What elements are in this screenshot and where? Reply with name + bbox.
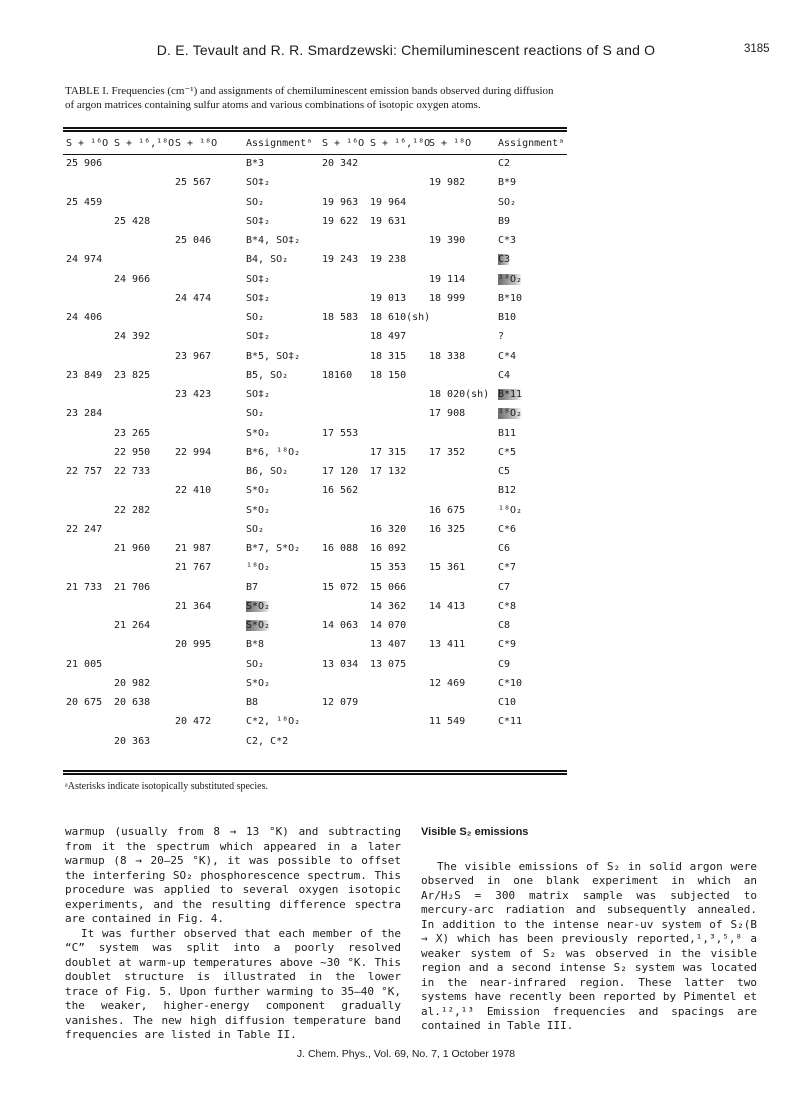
table-cell: 25 459 bbox=[66, 196, 103, 208]
table-cell: B7 bbox=[246, 581, 259, 593]
table-header-rule bbox=[63, 154, 567, 155]
table-cell: 20 472 bbox=[175, 716, 212, 728]
table-cell: C10 bbox=[498, 697, 517, 708]
table-cell: B*4, SO‡₂ bbox=[246, 235, 301, 246]
table-cell: B*8 bbox=[246, 639, 265, 651]
table-cell: SO₂ bbox=[246, 196, 265, 208]
table-cell: 22 994 bbox=[175, 446, 212, 458]
table-cell: SO‡₂ bbox=[246, 389, 271, 400]
table-cell: 22 410 bbox=[175, 485, 212, 497]
table-cell: 22 733 bbox=[114, 466, 151, 477]
table-cell: 14 070 bbox=[370, 620, 407, 631]
table-cell: ¹⁸O₂ bbox=[498, 408, 523, 420]
table-row bbox=[0, 428, 812, 447]
table-cell: B8 bbox=[246, 697, 259, 708]
table-row bbox=[0, 331, 812, 350]
table-cell: S*O₂ bbox=[246, 427, 271, 439]
table-cell: 20 982 bbox=[114, 677, 151, 689]
table-row bbox=[0, 485, 812, 504]
table-cell: 16 092 bbox=[370, 543, 407, 554]
table-cell: 19 243 bbox=[322, 254, 359, 266]
table-row bbox=[0, 697, 812, 716]
table-cell: B6, SO₂ bbox=[246, 466, 289, 477]
running-head bbox=[0, 42, 812, 62]
table-cell: 17 132 bbox=[370, 466, 407, 477]
body-paragraph: The visible emissions of S₂ in solid argon were observed in one blank experiment in which an Ar/H₂S = 300 matrix sample was subjected to mercury-arc radiation and subsequently annealed. In addition to the intense near-uv system of S₂(B → X) which has been previously reported,¹,³,⁵,⁸ a weaker system of S₂ was observed in the visible region and a second intense S₂ system was located in the near-infrared region. These latter two systems have recently been reported by Pimentel et al.¹²,¹³ Emission frequencies and spacings are contained in Table III. bbox=[421, 859, 757, 1032]
table-cell: C*2, ¹⁸O₂ bbox=[246, 716, 301, 728]
table-cell: B10 bbox=[498, 312, 517, 323]
table-cell: S*O₂ bbox=[246, 620, 271, 631]
table-cell: SO₂ bbox=[498, 196, 517, 208]
table-cell: C*5 bbox=[498, 446, 517, 458]
table-cell: 18 020(sh) bbox=[429, 389, 490, 400]
table-row bbox=[0, 659, 812, 678]
table-row bbox=[0, 389, 812, 408]
column-header: Assignmentᵃ bbox=[498, 138, 565, 149]
table-cell: 17 352 bbox=[429, 446, 466, 458]
table-cell: 14 362 bbox=[370, 600, 407, 612]
table-row bbox=[0, 197, 812, 216]
table-cell: 24 406 bbox=[66, 312, 103, 323]
table-cell: 18 999 bbox=[429, 292, 466, 304]
table-footnote: ᵃAsterisks indicate isotopically substituted species. bbox=[65, 781, 268, 792]
table-cell: C*6 bbox=[498, 523, 517, 535]
table-cell: B9 bbox=[498, 215, 511, 227]
table-top-rule bbox=[63, 127, 567, 129]
table-cell: B*10 bbox=[498, 292, 523, 304]
table-cell: SO₂ bbox=[246, 523, 265, 535]
table-bottom-rule-double bbox=[63, 773, 567, 775]
table-cell: SO‡₂ bbox=[246, 292, 271, 304]
table-cell: 14 063 bbox=[322, 620, 359, 631]
table-row bbox=[0, 716, 812, 735]
body-paragraph: It was further observed that each member of the “C” system was split into a poorly resolved doublet at warm-up temperatures above ~30 °K. This doublet structure is illustrated in the lower trace of Fig. 5. Upon further warming to 35–40 °K, the weaker, higher-energy component gradually vanishes. The new high diffusion temperature band frequencies are listed in Table II. bbox=[65, 926, 401, 1041]
table-cell: 16 562 bbox=[322, 485, 359, 497]
table-cell: 21 364 bbox=[175, 600, 212, 612]
table-cell: 22 282 bbox=[114, 504, 151, 516]
table-caption: TABLE I. Frequencies (cm⁻¹) and assignments of chemiluminescent emission bands observed during diffusion of argon matrices containing sulfur atoms and various combinations of isotopic oxygen atoms. bbox=[65, 85, 554, 111]
table-cell: ? bbox=[498, 331, 505, 343]
table-cell: 15 361 bbox=[429, 562, 466, 574]
table-row bbox=[0, 370, 812, 389]
table-cell: C*9 bbox=[498, 639, 517, 651]
table-cell: 23 423 bbox=[175, 389, 212, 400]
table-cell: 22 757 bbox=[66, 466, 103, 477]
table-cell: 23 265 bbox=[114, 427, 151, 439]
table-cell: C7 bbox=[498, 581, 511, 593]
table-cell: 16 088 bbox=[322, 543, 359, 554]
table-row bbox=[0, 158, 812, 177]
table-row bbox=[0, 254, 812, 273]
body-right-column bbox=[421, 825, 757, 1034]
table-cell: 21 987 bbox=[175, 543, 212, 554]
column-header: S + ¹⁸O bbox=[429, 138, 472, 149]
table-cell: 13 075 bbox=[370, 658, 407, 670]
table-row bbox=[0, 524, 812, 543]
table-row bbox=[0, 543, 812, 562]
table-cell: C*11 bbox=[498, 716, 523, 728]
table-cell: SO‡₂ bbox=[246, 177, 271, 189]
table-cell: 24 974 bbox=[66, 254, 103, 266]
table-cell: C6 bbox=[498, 543, 511, 554]
table-cell: 13 407 bbox=[370, 639, 407, 651]
table-cell: 18 583 bbox=[322, 312, 359, 323]
table-cell: 19 390 bbox=[429, 235, 466, 246]
table-cell: SO₂ bbox=[246, 408, 265, 420]
table-cell: B11 bbox=[498, 427, 517, 439]
column-header: S + ¹⁶O bbox=[66, 138, 109, 149]
table-row bbox=[0, 601, 812, 620]
table-row bbox=[0, 678, 812, 697]
table-cell: 15 353 bbox=[370, 562, 407, 574]
table-cell: C3 bbox=[498, 254, 511, 266]
table-cell: 19 622 bbox=[322, 215, 359, 227]
table-cell: B4, SO₂ bbox=[246, 254, 289, 266]
table-cell: B*5, SO‡₂ bbox=[246, 350, 301, 362]
table-cell: 19 238 bbox=[370, 254, 407, 266]
table-cell: 13 411 bbox=[429, 639, 466, 651]
table-cell: ¹⁸O₂ bbox=[498, 504, 523, 516]
table-cell: SO‡₂ bbox=[246, 215, 271, 227]
table-cell: 25 906 bbox=[66, 158, 103, 169]
table-row bbox=[0, 312, 812, 331]
table-cell: 16 320 bbox=[370, 523, 407, 535]
table-cell: 18160 bbox=[322, 369, 353, 381]
table-row bbox=[0, 466, 812, 485]
table-cell: 24 966 bbox=[114, 273, 151, 285]
table-cell: 21 733 bbox=[66, 581, 103, 593]
table-cell: 14 413 bbox=[429, 600, 466, 612]
table-cell: 19 982 bbox=[429, 177, 466, 189]
table-cell: 15 066 bbox=[370, 581, 407, 593]
table-cell: C*10 bbox=[498, 677, 523, 689]
table-row bbox=[0, 408, 812, 427]
table-cell: 17 908 bbox=[429, 408, 466, 420]
table-cell: 16 325 bbox=[429, 523, 466, 535]
table-cell: 19 013 bbox=[370, 292, 407, 304]
table-cell: 17 553 bbox=[322, 427, 359, 439]
table-cell: 11 549 bbox=[429, 716, 466, 728]
table-cell: C4 bbox=[498, 369, 511, 381]
table-cell: 18 610(sh) bbox=[370, 312, 431, 323]
table-cell: SO₂ bbox=[246, 658, 265, 670]
table-row bbox=[0, 351, 812, 370]
table-row bbox=[0, 505, 812, 524]
section-heading: Visible S₂ emissions bbox=[421, 826, 529, 838]
table-cell: 20 995 bbox=[175, 639, 212, 651]
table-cell: 25 567 bbox=[175, 177, 212, 189]
table-cell: 21 005 bbox=[66, 658, 103, 670]
table-row bbox=[0, 562, 812, 581]
table-cell: 12 469 bbox=[429, 677, 466, 689]
table-cell: 20 638 bbox=[114, 697, 151, 708]
table-cell: C*3 bbox=[498, 235, 517, 246]
column-header: S + ¹⁶O bbox=[322, 138, 365, 149]
table-cell: 23 284 bbox=[66, 408, 103, 420]
table-cell: S*O₂ bbox=[246, 504, 271, 516]
column-header: S + ¹⁸O bbox=[175, 138, 218, 149]
table-cell: C5 bbox=[498, 466, 511, 477]
table-cell: SO‡₂ bbox=[246, 331, 271, 343]
table-cell: 21 767 bbox=[175, 562, 212, 574]
column-header: S + ¹⁶,¹⁸O bbox=[114, 138, 175, 149]
running-title: D. E. Tevault and R. R. Smardzewski: Chemiluminescent reactions of S and O bbox=[156, 42, 656, 58]
table-row bbox=[0, 235, 812, 254]
table-cell: 17 120 bbox=[322, 466, 359, 477]
table-cell: 23 967 bbox=[175, 350, 212, 362]
table-cell: B12 bbox=[498, 485, 517, 497]
table-cell: 20 342 bbox=[322, 158, 359, 169]
journal-footer: J. Chem. Phys., Vol. 69, No. 7, 1 October 1978 bbox=[296, 1048, 516, 1060]
table-cell: S*O₂ bbox=[246, 677, 271, 689]
table-cell: B*9 bbox=[498, 177, 517, 189]
table-row bbox=[0, 639, 812, 658]
table-cell: 24 474 bbox=[175, 292, 212, 304]
table-cell: 23 825 bbox=[114, 369, 151, 381]
table-cell: 19 631 bbox=[370, 215, 407, 227]
table-top-rule-double bbox=[63, 130, 567, 132]
table-row bbox=[0, 293, 812, 312]
table-cell: 17 315 bbox=[370, 446, 407, 458]
table-cell: 21 960 bbox=[114, 543, 151, 554]
table-header bbox=[0, 138, 812, 152]
table-row bbox=[0, 177, 812, 196]
table-cell: 19 963 bbox=[322, 196, 359, 208]
table-cell: ¹⁸O₂ bbox=[498, 273, 523, 285]
table-cell: C*7 bbox=[498, 562, 517, 574]
table-cell: 18 497 bbox=[370, 331, 407, 343]
table-cell: C2, C*2 bbox=[246, 735, 289, 747]
column-header: S + ¹⁶,¹⁸O bbox=[370, 138, 431, 149]
table-row bbox=[0, 216, 812, 235]
table-body bbox=[0, 158, 812, 755]
table-cell: SO₂ bbox=[246, 312, 265, 323]
table-cell: 16 675 bbox=[429, 504, 466, 516]
table-row bbox=[0, 736, 812, 755]
table-cell: B*3 bbox=[246, 158, 265, 169]
table-cell: 18 315 bbox=[370, 350, 407, 362]
table-cell: B5, SO₂ bbox=[246, 369, 289, 381]
table-cell: S*O₂ bbox=[246, 485, 271, 497]
table-cell: 24 392 bbox=[114, 331, 151, 343]
table-cell: 12 079 bbox=[322, 697, 359, 708]
table-cell: B*7, S*O₂ bbox=[246, 543, 301, 554]
table-cell: 20 363 bbox=[114, 735, 151, 747]
table-cell: 21 264 bbox=[114, 620, 151, 631]
table-cell: SO‡₂ bbox=[246, 273, 271, 285]
table-cell: B*6, ¹⁸O₂ bbox=[246, 446, 301, 458]
table-cell: 13 034 bbox=[322, 658, 359, 670]
table-cell: 19 964 bbox=[370, 196, 407, 208]
table-row bbox=[0, 582, 812, 601]
table-cell: 15 072 bbox=[322, 581, 359, 593]
table-cell: 25 046 bbox=[175, 235, 212, 246]
table-cell: 21 706 bbox=[114, 581, 151, 593]
table-cell: C8 bbox=[498, 620, 511, 631]
table-cell: 20 675 bbox=[66, 697, 103, 708]
table-cell: C9 bbox=[498, 658, 511, 670]
table-cell: 19 114 bbox=[429, 273, 466, 285]
table-row bbox=[0, 620, 812, 639]
table-cell: 22 247 bbox=[66, 523, 103, 535]
table-cell: C*8 bbox=[498, 600, 517, 612]
table-cell: 18 150 bbox=[370, 369, 407, 381]
table-cell: 22 950 bbox=[114, 446, 151, 458]
table-cell: C*4 bbox=[498, 350, 517, 362]
table-cell: 25 428 bbox=[114, 215, 151, 227]
table-cell: B*11 bbox=[498, 389, 523, 400]
table-cell: S*O₂ bbox=[246, 600, 271, 612]
table-bottom-rule bbox=[63, 770, 567, 772]
table-row bbox=[0, 447, 812, 466]
table-cell: ¹⁸O₂ bbox=[246, 562, 271, 574]
page-number: 3185 bbox=[744, 43, 770, 55]
column-header: Assignmentᵃ bbox=[246, 138, 313, 149]
body-left-column bbox=[65, 825, 401, 1043]
table-row bbox=[0, 274, 812, 293]
table-cell: C2 bbox=[498, 158, 511, 169]
table-cell: 23 849 bbox=[66, 369, 103, 381]
body-paragraph: warmup (usually from 8 → 13 °K) and subtracting from it the spectrum which appeared in a later warmup (8 → 20–25 °K), it was possible to offset the interfering SO₂ phosphorescence spectrum. This procedure was applied to several oxygen isotopic experiments, and the resulting difference spectra are contained in Fig. 4. bbox=[65, 825, 401, 925]
table-cell: 18 338 bbox=[429, 350, 466, 362]
